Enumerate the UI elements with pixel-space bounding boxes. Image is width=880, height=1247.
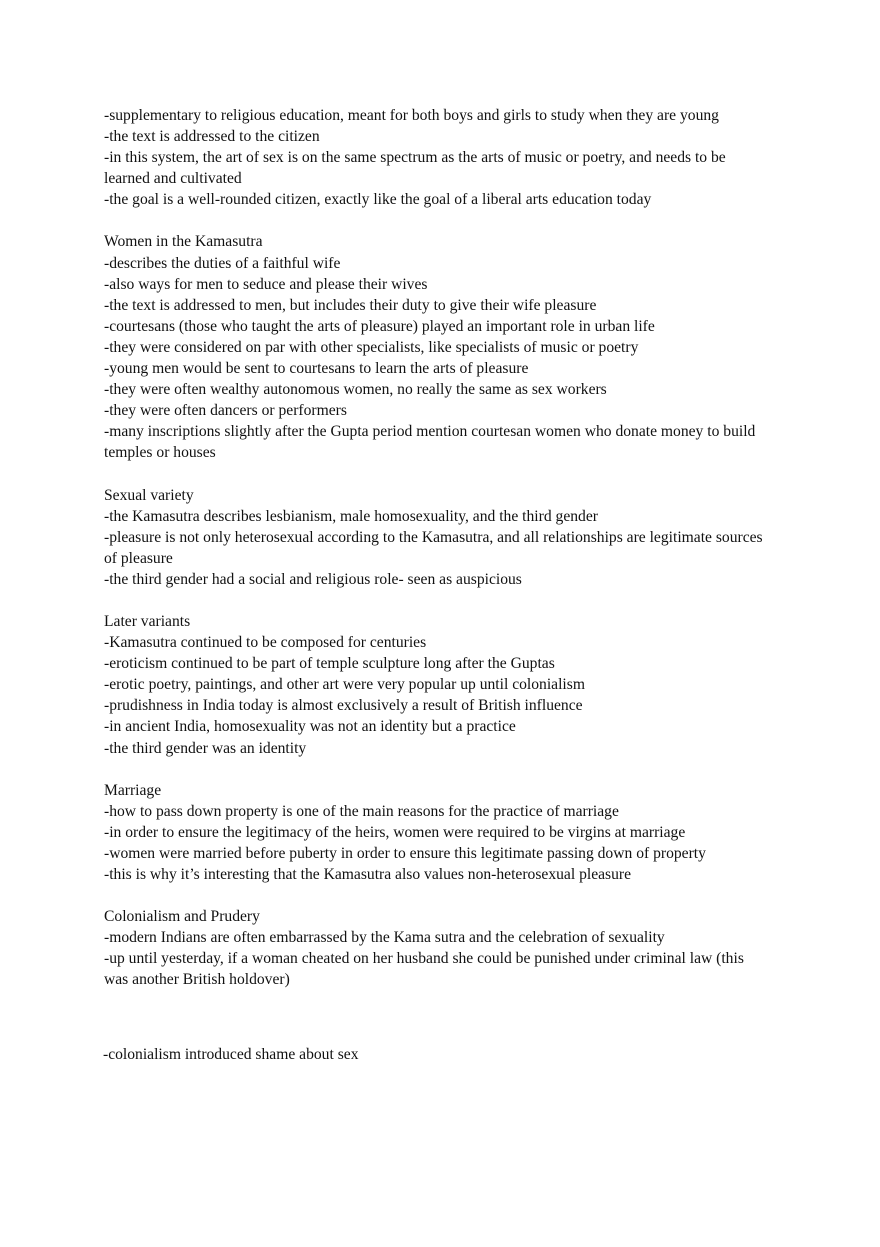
bullet-line: -in this system, the art of sex is on the same spectrum as the arts of music or poetry, and needs to be learned and cultivated [104,149,730,188]
bullet-line: -young men would be sent to courtesans to learn the arts of pleasure [104,360,529,378]
bullet-line: -the goal is a well-rounded citizen, exactly like the goal of a liberal arts education today [104,191,652,209]
bullet-line: -prudishness in India today is almost exclusively a result of British influence [104,697,583,715]
bullet-line: -erotic poetry, paintings, and other art were very popular up until colonialism [104,676,585,694]
section-heading: Later variants [104,612,191,630]
bullet-line: -also ways for men to seduce and please their wives [104,275,428,293]
bullet-line: -many inscriptions slightly after the Gupta period mention courtesan women who donate money to build temples or houses [104,423,760,462]
section-heading: Sexual variety [104,486,194,504]
bullet-line: -the text is addressed to the citizen [104,128,320,146]
bullet-line: -they were considered on par with other specialists, like specialists of music or poetry [104,338,639,356]
final-bullet-line: -colonialism introduced shame about sex [103,1046,359,1063]
section-marriage [104,780,764,885]
bullet-line: -this is why it’s interesting that the Kamasutra also values non-heterosexual pleasure [104,866,632,883]
bullet-line: -Kamasutra continued to be composed for centuries [104,634,427,652]
bullet-line: -how to pass down property is one of the main reasons for the practice of marriage [104,802,619,820]
section-heading: Marriage [104,781,162,799]
bullet-line: -in ancient India, homosexuality was not an identity but a practice [104,718,516,736]
section-heading: Colonialism and Prudery [104,908,260,926]
section-women [104,231,764,463]
bullet-line: -eroticism continued to be part of temple sculpture long after the Guptas [104,655,555,673]
bullet-line: -in order to ensure the legitimacy of the heirs, women were required to be virgins at marriage [104,823,686,841]
section-later-variants [104,611,764,759]
bullet-line: -describes the duties of a faithful wife [104,254,341,272]
bullet-line: -the third gender had a social and religious role- seen as auspicious [104,570,522,588]
section-heading: Women in the Kamasutra [104,233,263,251]
bullet-line: -courtesans (those who taught the arts of pleasure) played an important role in urban life [104,317,655,335]
bullet-line: -the Kamasutra describes lesbianism, male homosexuality, and the third gender [104,507,598,525]
bullet-line: -pleasure is not only heterosexual according to the Kamasutra, and all relationships are legitimate sources of pleasure [104,528,767,567]
section-intro [104,105,764,210]
bullet-line: -the text is addressed to men, but includes their duty to give their wife pleasure [104,296,597,314]
bullet-line: -the third gender was an identity [104,739,307,757]
bullet-line: -up until yesterday, if a woman cheated on her husband she could be punished under criminal law (this was another British holdover) [104,950,748,989]
section-sexual-variety [104,485,767,590]
bullet-line: -supplementary to religious education, meant for both boys and girls to study when they are young [104,107,719,124]
bullet-line: -women were married before puberty in order to ensure this legitimate passing down of property [104,844,706,862]
bullet-line: -modern Indians are often embarrassed by the Kama sutra and the celebration of sexuality [104,929,665,947]
bullet-line: -they were often dancers or performers [104,402,347,420]
notes-body [104,105,767,1011]
section-colonialism [104,906,764,990]
bullet-line: -they were often wealthy autonomous women, no really the same as sex workers [104,381,607,399]
